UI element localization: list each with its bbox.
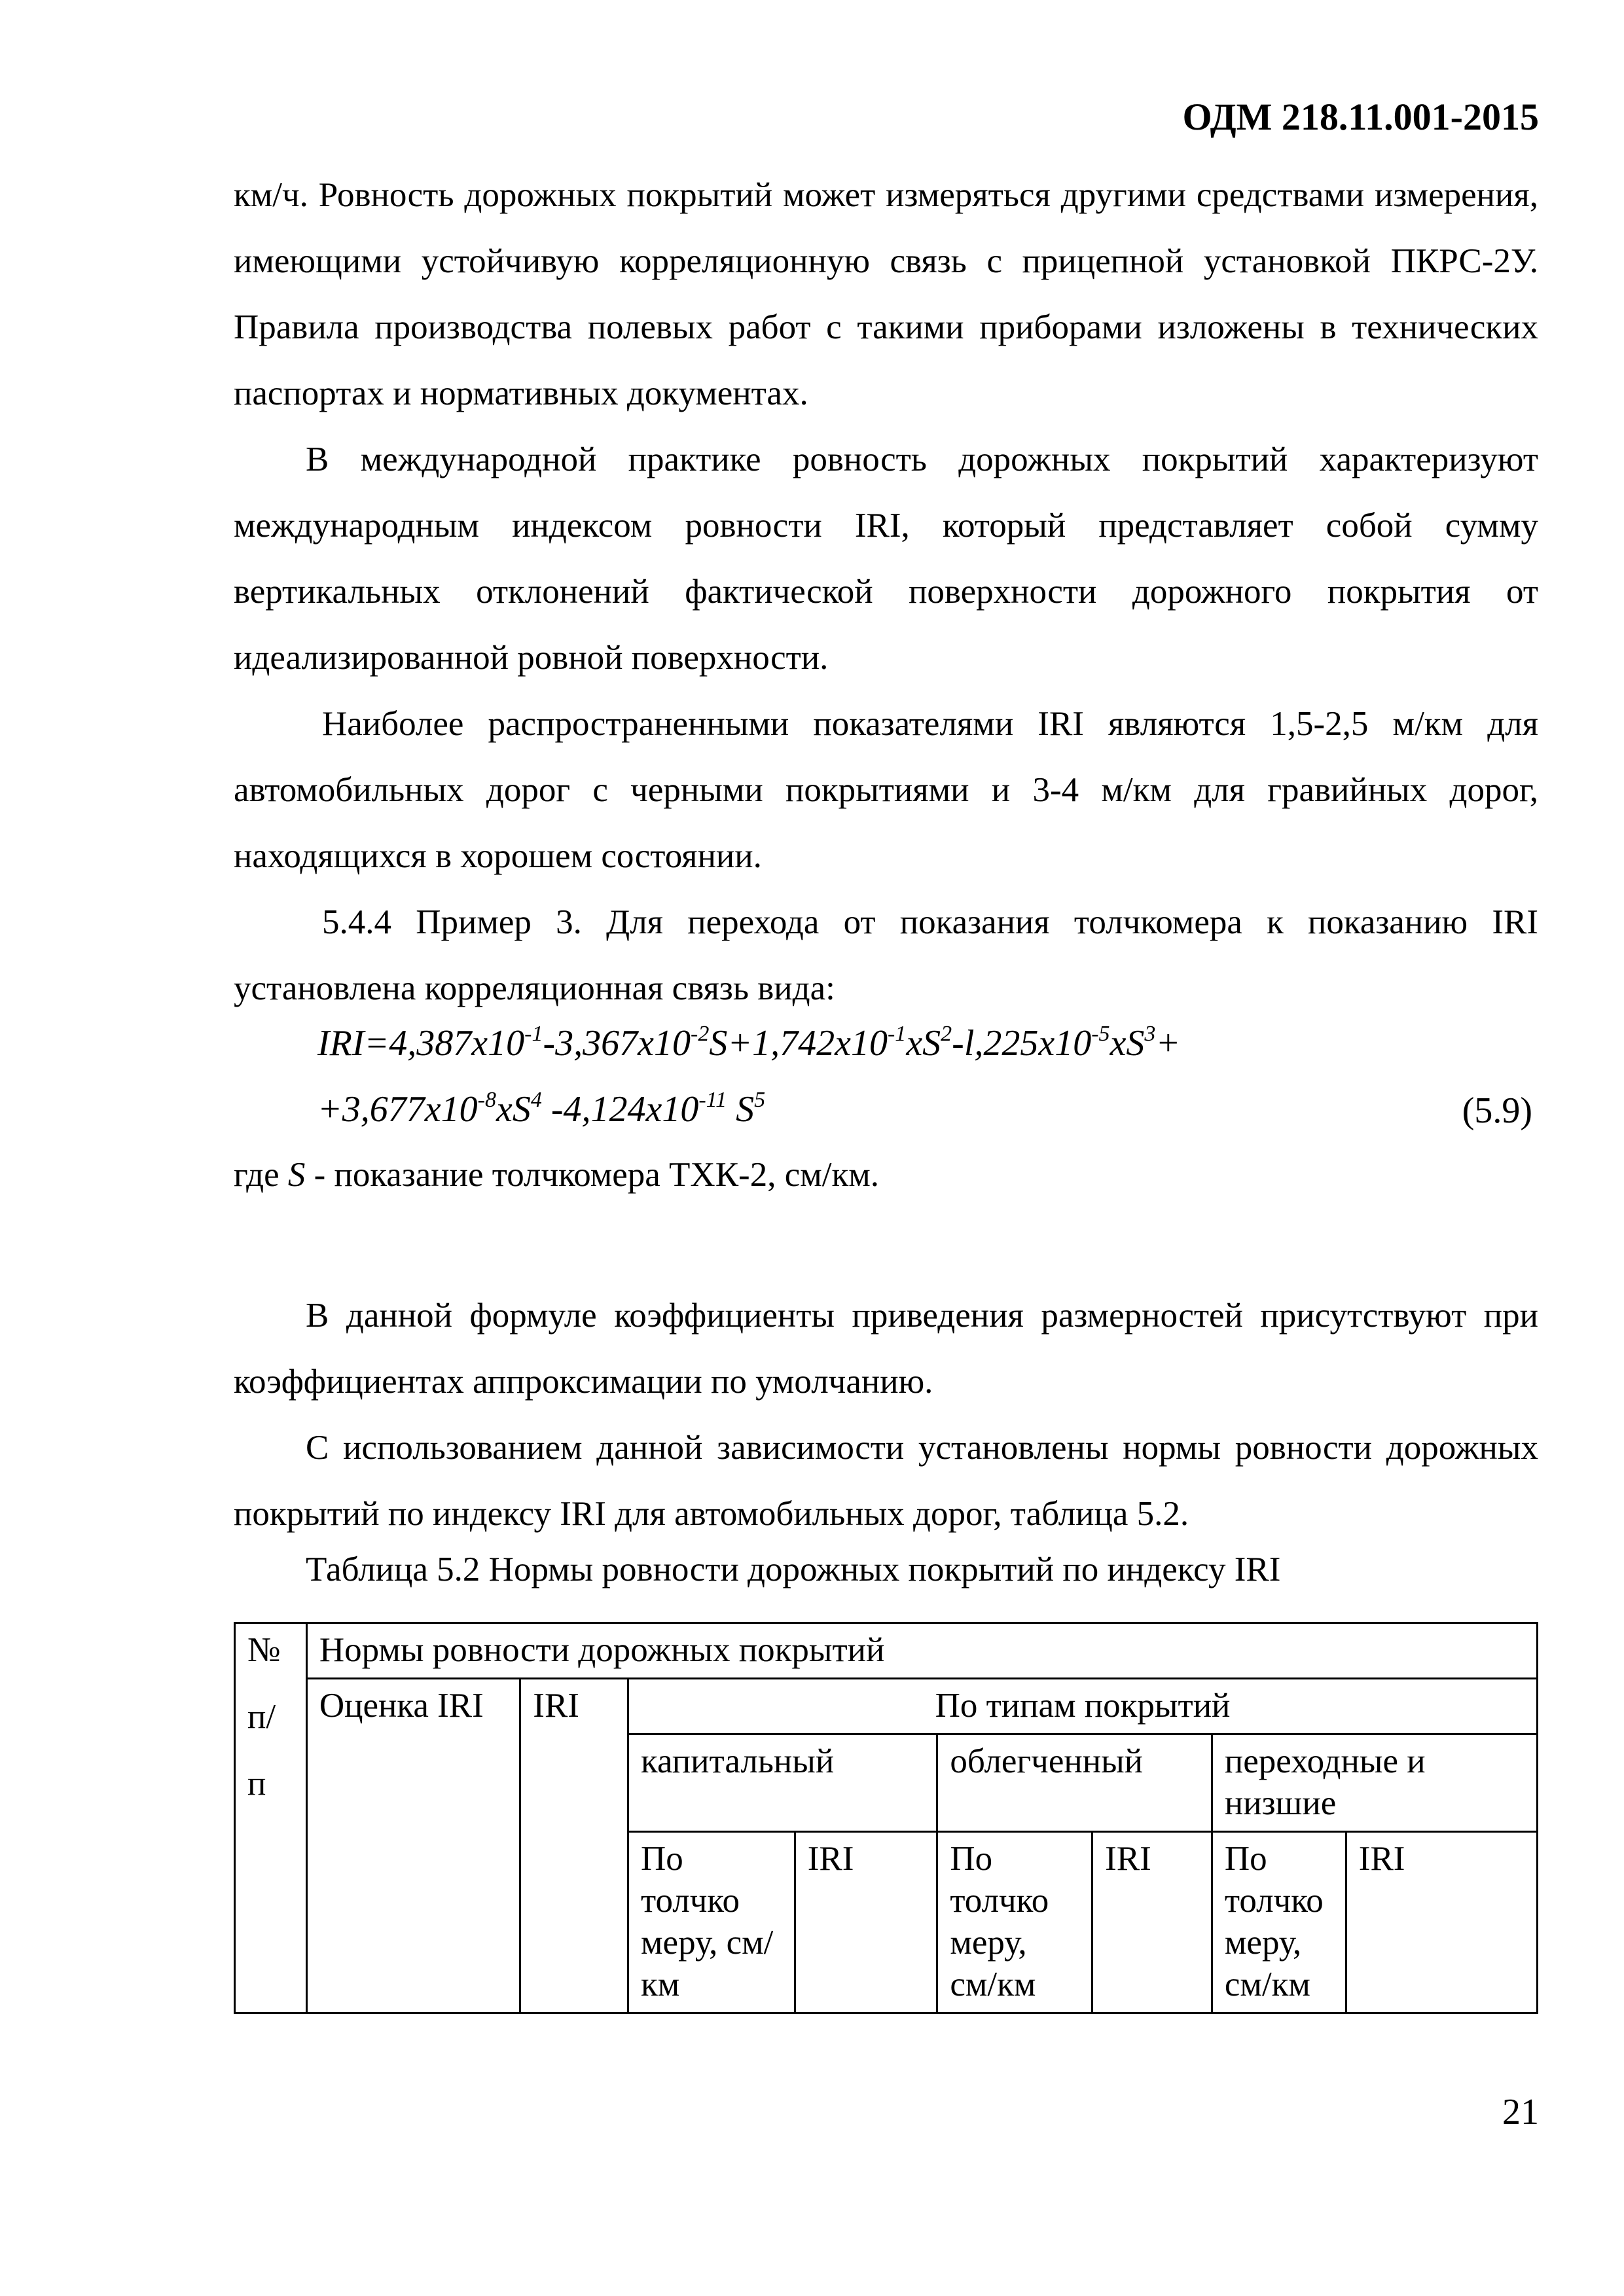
- body-block-2: [234, 1283, 1538, 1547]
- paragraph: Наиболее распространенными показателями IRI являются 1,5-2,5 м/км для автомобильных дорог с черными покрытиями и 3-4 м/км для гравийных дорог, находящихся в хорошем состоянии.: [234, 705, 1538, 875]
- sub-header-tolchkomer: По толчко меру, см/км: [628, 1832, 795, 2013]
- sub-header-iri: IRI: [795, 1832, 937, 2013]
- type-capital: капитальный: [628, 1734, 937, 1832]
- sub-header-tolchkomer: По толчко меру, см/км: [1212, 1832, 1346, 2013]
- norms-header: Нормы ровности дорожных покрытий: [306, 1623, 1537, 1679]
- paragraph: В данной формуле коэффициенты приведения размерностей присутствуют при коэффициентах аппроксимации по умолчанию.: [234, 1297, 1538, 1401]
- sub-header-iri: IRI: [1346, 1832, 1537, 2013]
- rating-header: Оценка IRI: [306, 1679, 520, 2013]
- paragraph: В международной практике ровность дорожных покрытий характеризуют международным индексом ровности IRI, который представляет собой сумму вертикальных отклонений фактической поверхности дорожного покрытия от идеализированной ровной поверхности.: [234, 440, 1538, 677]
- sub-header-iri: IRI: [1092, 1832, 1212, 2013]
- document-code: ОДМ 218.11.001-2015: [1182, 96, 1539, 138]
- equation-number: (5.9): [1462, 1090, 1532, 1131]
- formula-explanation: где S - показание толчкомера ТХК-2, см/км.: [234, 1156, 880, 1194]
- formula-line-1: $IRI=4,387x10^{-1}-3,367x10^{-2}S+1,742x10^{-1}xS^2-l,225x10^{-5}xS^3+$: [317, 1022, 1181, 1064]
- paragraph: 5.4.4 Пример 3. Для перехода от показания толчкомера к показанию IRI установлена корреляционная связь вида:: [234, 903, 1538, 1007]
- paragraph: С использованием данной зависимости установлены нормы ровности дорожных покрытий по индексу IRI для автомобильных дорог, таблица 5.2.: [234, 1429, 1538, 1533]
- iri-header: IRI: [520, 1679, 628, 2013]
- type-lightweight: облегченный: [937, 1734, 1212, 1832]
- paragraph: км/ч. Ровность дорожных покрытий может измеряться другими средствами измерения, имеющими устойчивую корреляционную связь с прицепной установкой ПКРС-2У. Правила производства полевых работ с такими приборами изложены в технических паспортах и нормативных документах.: [234, 176, 1538, 412]
- table-caption: Таблица 5.2 Нормы ровности дорожных покрытий по индексу IRI: [306, 1551, 1281, 1588]
- type-transitional: переходные и низшие: [1212, 1734, 1537, 1832]
- body-block-1: [234, 162, 1538, 1022]
- roughness-norms-table: [234, 1622, 1538, 2014]
- row-number-header: № п/ п: [235, 1623, 307, 2013]
- coating-types-header: По типам покрытий: [628, 1679, 1538, 1734]
- formula-line-2: $+3,677x10^{-8}xS^4$ $-4,124x10^{-11}$ $S^5$: [317, 1088, 766, 1130]
- sub-header-tolchkomer: По толчко меру, см/км: [937, 1832, 1092, 2013]
- page-number: 21: [1502, 2092, 1539, 2132]
